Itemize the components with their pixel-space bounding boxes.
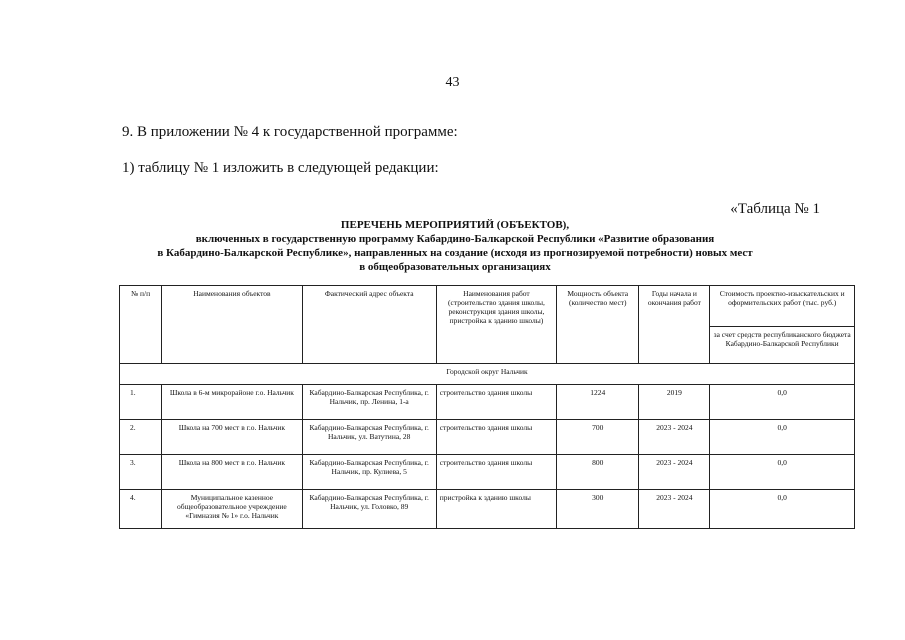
title-line-4: в общеобразовательных организациях <box>359 261 551 273</box>
header-power: Мощность объекта (количество мест) <box>557 286 639 364</box>
row-name: Муниципальное казенное общеобразовательное учреждение «Гимназия № 1» г.о. Нальчик <box>162 490 303 529</box>
row-cost: 0,0 <box>710 420 855 455</box>
group-label: Городской округ Нальчик <box>120 364 855 385</box>
row-cost: 0,0 <box>710 455 855 490</box>
row-work: строительство здания школы <box>436 420 557 455</box>
row-work: пристройка к зданию школы <box>436 490 557 529</box>
header-address: Фактический адрес объекта <box>302 286 436 364</box>
table-row <box>120 385 855 420</box>
row-address: Кабардино-Балкарская Республика, г. Нальчик, пр. Ленина, 1-а <box>302 385 436 420</box>
row-cost: 0,0 <box>710 490 855 529</box>
header-name: Наименования объектов <box>162 286 303 364</box>
row-name: Школа в 6-м микрорайоне г.о. Нальчик <box>162 385 303 420</box>
row-power: 1224 <box>557 385 639 420</box>
row-address: Кабардино-Балкарская Республика, г. Нальчик, ул. Ватутина, 28 <box>302 420 436 455</box>
row-power: 700 <box>557 420 639 455</box>
row-num: 2. <box>120 420 162 455</box>
header-cost-sub: за счет средств республиканского бюджета Кабардино-Балкарской Республики <box>710 327 855 364</box>
header-cost: Стоимость проектно-изыскательских и оформительских работ (тыс. руб.) <box>710 286 855 327</box>
row-years: 2023 - 2024 <box>639 490 710 529</box>
row-power: 300 <box>557 490 639 529</box>
row-name: Школа на 800 мест в г.о. Нальчик <box>162 455 303 490</box>
table-header-row <box>120 286 855 327</box>
table-row <box>120 490 855 529</box>
header-years: Годы начала и окончания работ <box>639 286 710 364</box>
row-work: строительство здания школы <box>436 455 557 490</box>
title-line-1: ПЕРЕЧЕНЬ МЕРОПРИЯТИЙ (ОБЪЕКТОВ), <box>340 219 570 231</box>
row-address: Кабардино-Балкарская Республика, г. Нальчик, пр. Кулиева, 5 <box>302 455 436 490</box>
row-years: 2023 - 2024 <box>639 420 710 455</box>
title-line-3: в Кабардино-Балкарской Республике», направленных на создание (исходя из прогнозируемой потребности) новых мест <box>157 247 753 259</box>
row-name: Школа на 700 мест в г.о. Нальчик <box>162 420 303 455</box>
page-number: 43 <box>445 75 460 90</box>
objects-table <box>119 285 855 529</box>
row-power: 800 <box>557 455 639 490</box>
paragraph-appendix: 9. В приложении № 4 к государственной программе: <box>122 124 458 140</box>
row-num: 3. <box>120 455 162 490</box>
row-work: строительство здания школы <box>436 385 557 420</box>
row-address: Кабардино-Балкарская Республика, г. Нальчик, ул. Головко, 89 <box>302 490 436 529</box>
table-row <box>120 455 855 490</box>
row-num: 4. <box>120 490 162 529</box>
row-years: 2023 - 2024 <box>639 455 710 490</box>
title-line-2: включенных в государственную программу Кабардино-Балкарской Республики «Развитие образования <box>195 233 715 245</box>
group-row <box>120 364 855 385</box>
row-years: 2019 <box>639 385 710 420</box>
row-cost: 0,0 <box>710 385 855 420</box>
table-title <box>110 218 800 274</box>
table-label: «Таблица № 1 <box>730 201 820 217</box>
row-num: 1. <box>120 385 162 420</box>
header-num: № п/п <box>120 286 162 364</box>
table-row <box>120 420 855 455</box>
paragraph-table-instruction: 1) таблицу № 1 изложить в следующей редакции: <box>122 160 439 176</box>
header-work: Наименования работ (строительство здания школы, реконструкция здания школы, пристройка к зданию школы) <box>436 286 557 364</box>
